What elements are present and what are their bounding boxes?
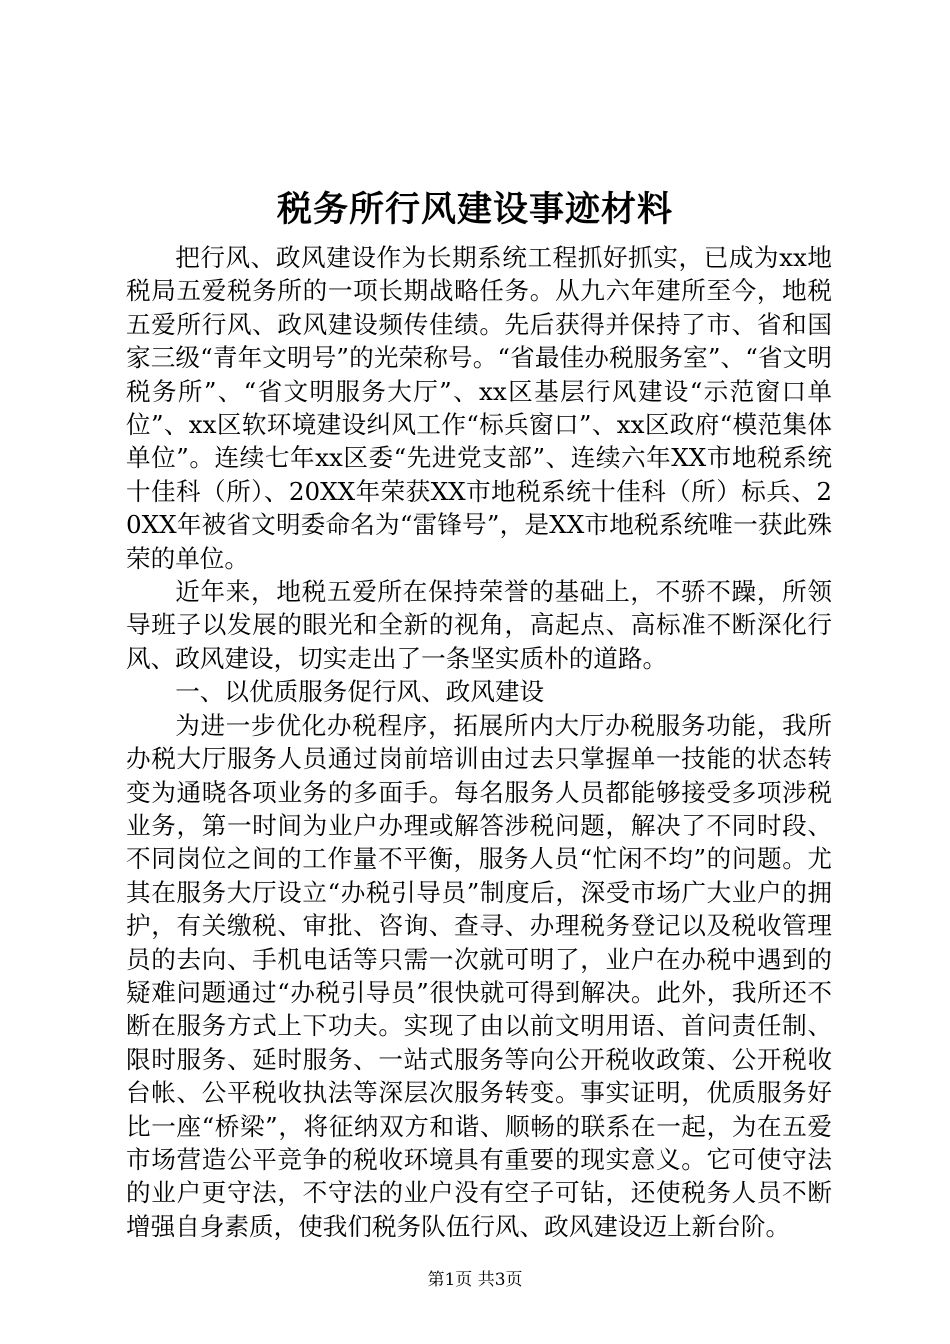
document-title: 税务所行风建设事迹材料 xyxy=(276,189,673,230)
section-heading: 一、以优质服务促行风、政风建设 xyxy=(175,677,545,707)
document-body xyxy=(126,241,832,1243)
paragraph-intro: 把行风、政风建设作为长期系统工程抓好抓实，已成为xx地税局五爱税务所的一项长期战略任务。从九六年建所至今，地税五爱所行风、政风建设频传佳绩。先后获得并保持了市、省和国家三级“青年文明号”的光荣称号。“省最佳办税服务室”、“省文明税务所”、“省文明服务大厅”、xx区基层行风建设“示范窗口单位”、xx区软环境建设纠风工作“标兵窗口”、xx区政府“模范集体单位”。连续七年xx区委“先进党支部”、连续六年XX市地税系统十佳科（所）、20XX年荣获XX市地税系统十佳科（所）标兵、20XX年被省文明委命名为“雷锋号”，是XX市地税系统唯一获此殊荣的单位。 xyxy=(126,243,832,573)
page-footer: 第1页 共3页 xyxy=(427,1270,523,1290)
paragraph-recent-years: 近年来，地税五爱所在保持荣誉的基础上，不骄不躁，所领导班子以发展的眼光和全新的视角，高起点、高标准不断深化行风、政风建设，切实走出了一条坚实质朴的道路。 xyxy=(126,577,832,673)
paragraph-service: 为进一步优化办税程序，拓展所内大厅办税服务功能，我所办税大厅服务人员通过岗前培训由过去只掌握单一技能的状态转变为通晓各项业务的多面手。每名服务人员都能够接受多项涉税业务，第一时间为业户办理或解答涉税问题，解决了不同时段、不同岗位之间的工作量不平衡，服务人员“忙闲不均”的问题。尤其在服务大厅设立“办税引导员”制度后，深受市场广大业户的拥护，有关缴税、审批、咨询、查寻、办理税务登记以及税收管理员的去向、手机电话等只需一次就可明了，业户在办税中遇到的疑难问题通过“办税引导员”很快就可得到解决。此外，我所还不断在服务方式上下功夫。实现了由以前文明用语、首问责任制、限时服务、延时服务、一站式服务等向公开税收政策、公开税收台帐、公平税收执法等深层次服务转变。事实证明，优质服务好比一座“桥梁”，将征纳双方和谐、顺畅的联系在一起，为在五爱市场营造公平竞争的税收环境具有重要的现实意义。它可使守法的业户更守法，不守法的业户没有空子可钻，还使税务人员不断增强自身素质，使我们税务队伍行风、政风建设迈上新台阶。 xyxy=(126,710,832,1241)
